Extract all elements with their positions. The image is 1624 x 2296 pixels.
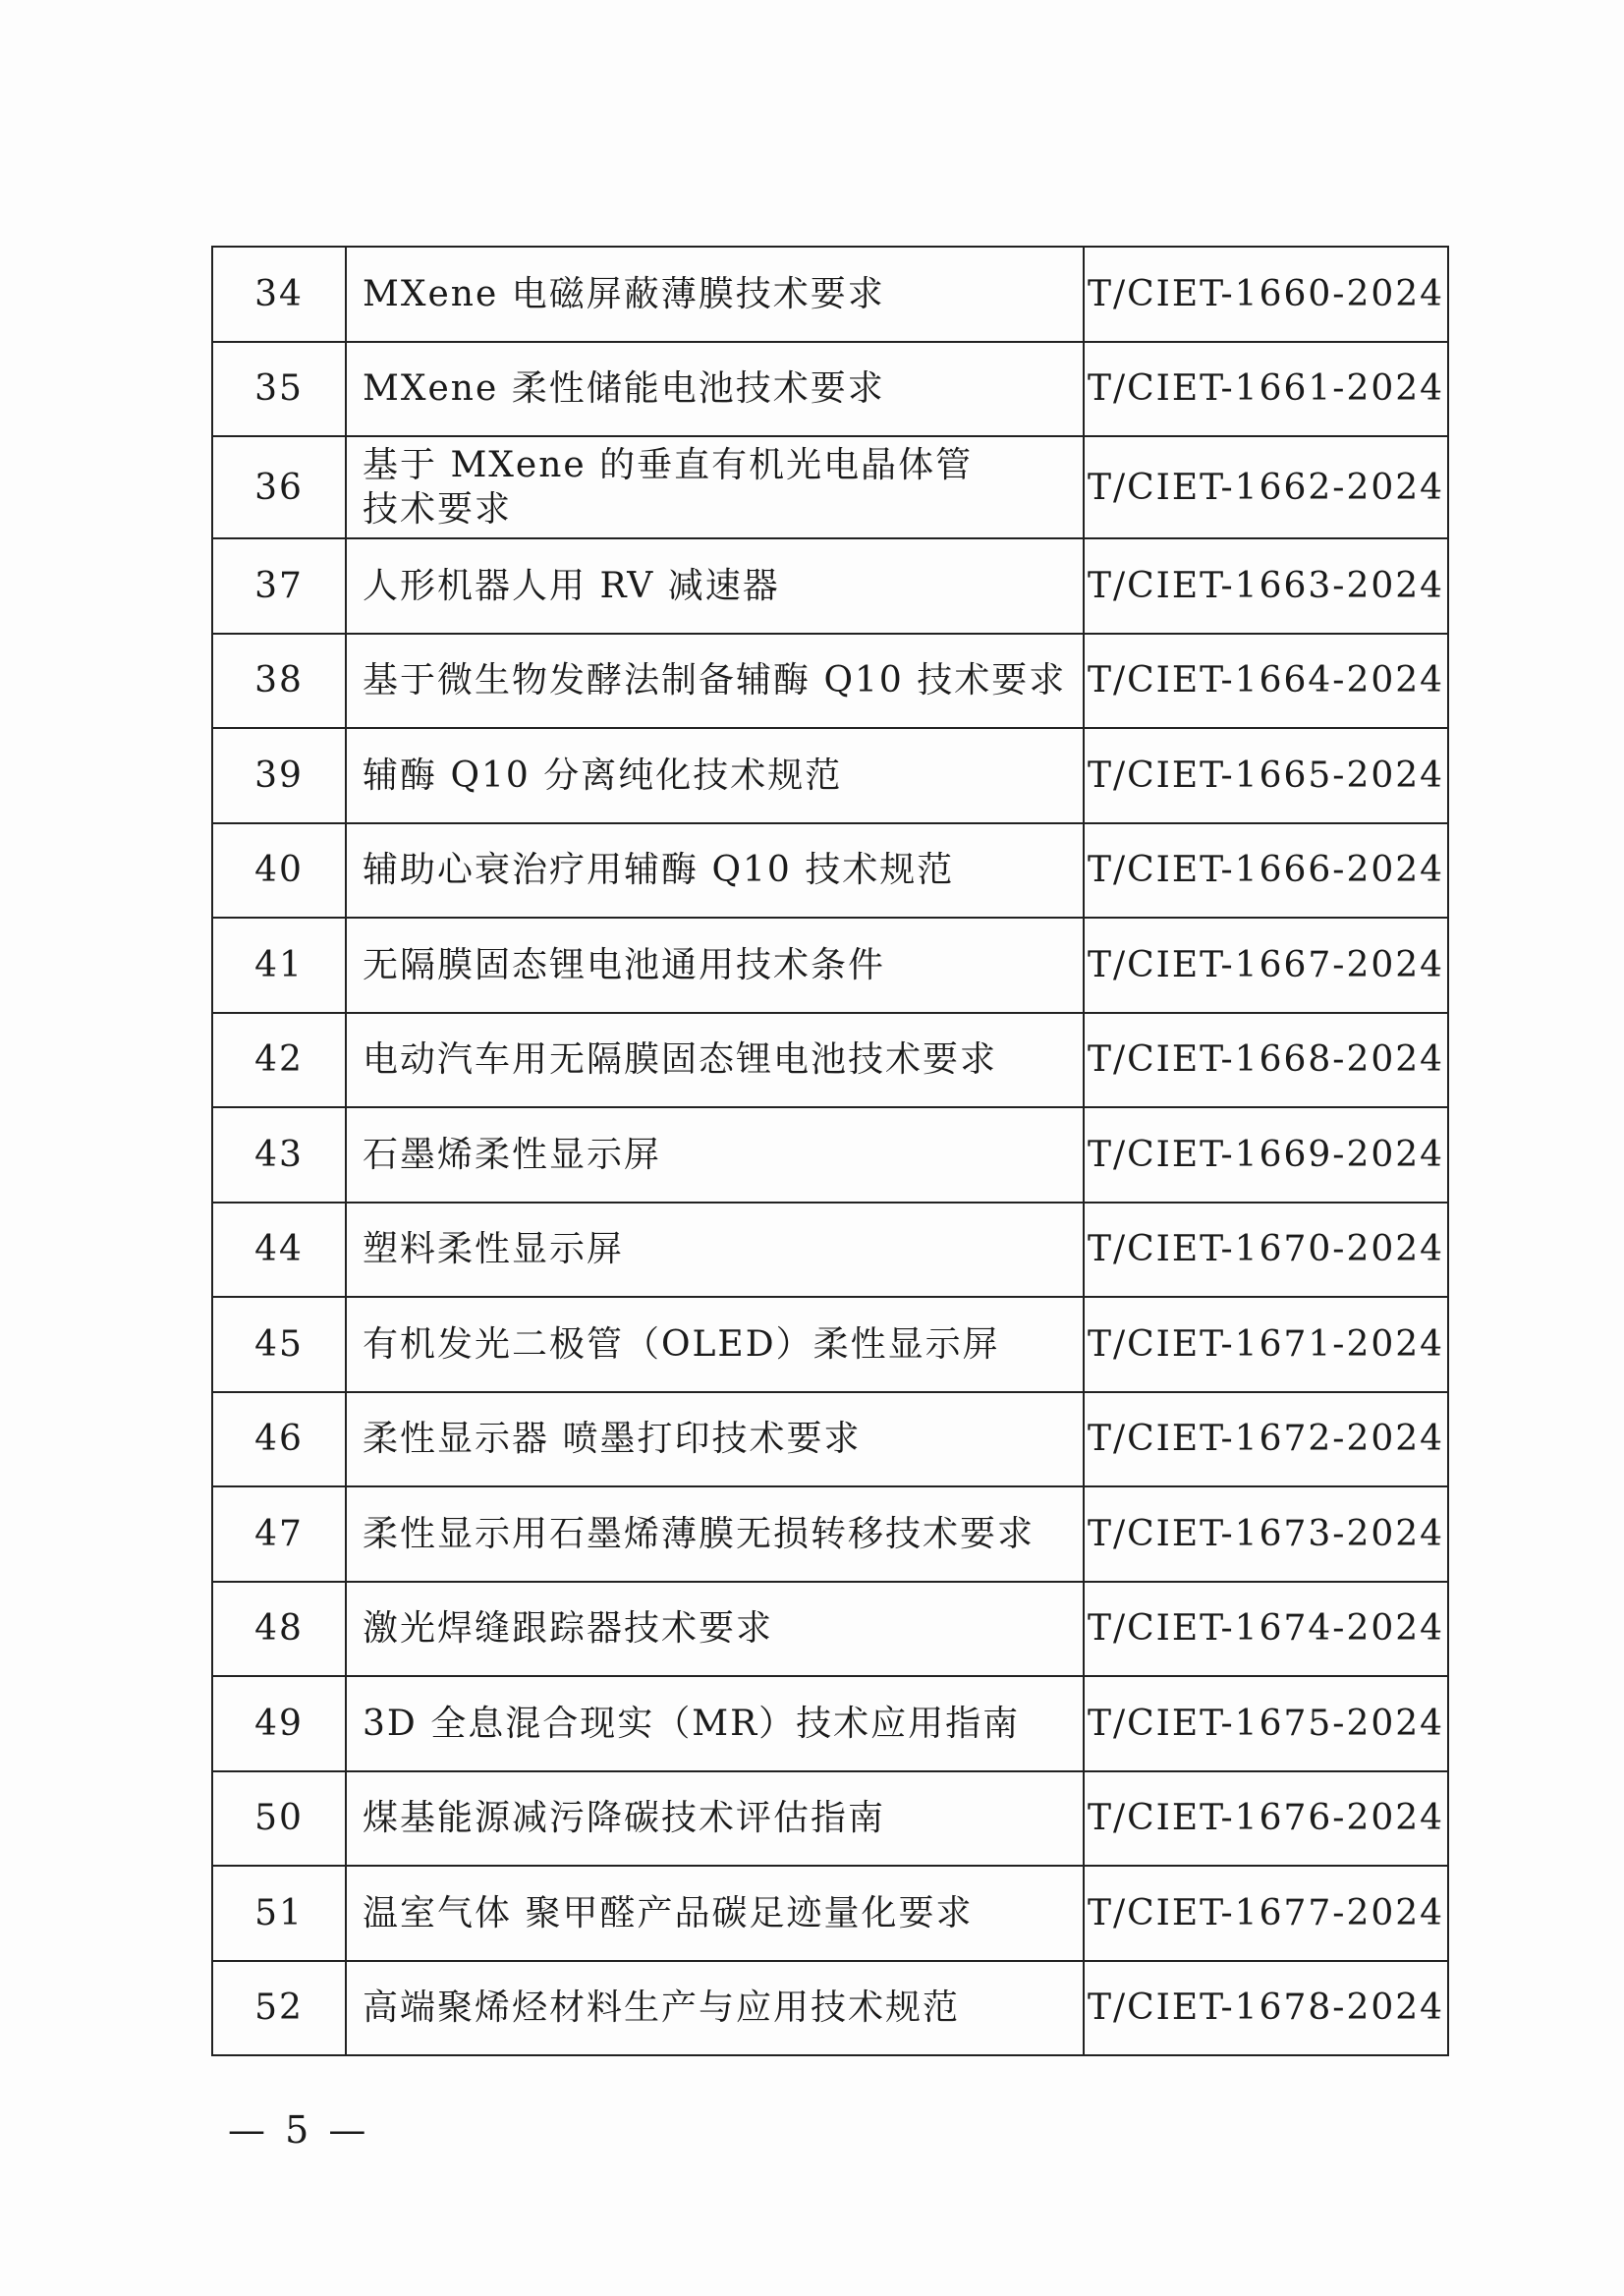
standard-code-cell: T/CIET-1666-2024 (1084, 823, 1448, 919)
table-row (212, 728, 1448, 823)
table-row (212, 1486, 1448, 1582)
row-number-cell: 49 (212, 1676, 346, 1771)
standard-name-cell: 高端聚烯烃材料生产与应用技术规范 (346, 1961, 1084, 2056)
table-row (212, 1676, 1448, 1771)
row-number-cell: 36 (212, 436, 346, 538)
page-number: — 5 — (228, 2108, 370, 2152)
row-number-cell: 46 (212, 1392, 346, 1487)
table-row (212, 1013, 1448, 1108)
standard-name-cell: 柔性显示器 喷墨打印技术要求 (346, 1392, 1084, 1487)
table-row (212, 1771, 1448, 1867)
standard-code-cell: T/CIET-1677-2024 (1084, 1866, 1448, 1961)
standard-name-cell: 塑料柔性显示屏 (346, 1203, 1084, 1298)
row-number-cell: 50 (212, 1771, 346, 1867)
standard-name-cell: 电动汽车用无隔膜固态锂电池技术要求 (346, 1013, 1084, 1108)
row-number-cell: 37 (212, 538, 346, 634)
row-number-cell: 42 (212, 1013, 346, 1108)
table-row (212, 1582, 1448, 1677)
standard-name-cell: 人形机器人用 RV 减速器 (346, 538, 1084, 634)
row-number-cell: 34 (212, 247, 346, 342)
table-row (212, 342, 1448, 437)
standard-code-cell: T/CIET-1676-2024 (1084, 1771, 1448, 1867)
table-row (212, 823, 1448, 919)
standard-name-cell: 煤基能源减污降碳技术评估指南 (346, 1771, 1084, 1867)
standard-name-cell: 激光焊缝跟踪器技术要求 (346, 1582, 1084, 1677)
standard-name-cell: 3D 全息混合现实（MR）技术应用指南 (346, 1676, 1084, 1771)
standard-code-cell: T/CIET-1670-2024 (1084, 1203, 1448, 1298)
table-row (212, 1107, 1448, 1203)
table-row (212, 918, 1448, 1013)
standard-name-cell: 有机发光二极管（OLED）柔性显示屏 (346, 1297, 1084, 1392)
table-row (212, 247, 1448, 342)
standard-code-cell: T/CIET-1674-2024 (1084, 1582, 1448, 1677)
standard-name-cell: 基于 MXene 的垂直有机光电晶体管 技术要求 (346, 436, 1084, 538)
standard-name-cell: 基于微生物发酵法制备辅酶 Q10 技术要求 (346, 634, 1084, 729)
row-number-cell: 44 (212, 1203, 346, 1298)
standard-code-cell: T/CIET-1669-2024 (1084, 1107, 1448, 1203)
standard-code-cell: T/CIET-1664-2024 (1084, 634, 1448, 729)
row-number-cell: 51 (212, 1866, 346, 1961)
table-row (212, 1866, 1448, 1961)
standard-name-cell: 温室气体 聚甲醛产品碳足迹量化要求 (346, 1866, 1084, 1961)
row-number-cell: 40 (212, 823, 346, 919)
standard-code-cell: T/CIET-1668-2024 (1084, 1013, 1448, 1108)
standard-name-cell: 辅酶 Q10 分离纯化技术规范 (346, 728, 1084, 823)
row-number-cell: 52 (212, 1961, 346, 2056)
standard-code-cell: T/CIET-1665-2024 (1084, 728, 1448, 823)
standard-name-cell: 无隔膜固态锂电池通用技术条件 (346, 918, 1084, 1013)
standard-code-cell: T/CIET-1660-2024 (1084, 247, 1448, 342)
standard-code-cell: T/CIET-1667-2024 (1084, 918, 1448, 1013)
standard-code-cell: T/CIET-1672-2024 (1084, 1392, 1448, 1487)
table-row (212, 538, 1448, 634)
standard-code-cell: T/CIET-1678-2024 (1084, 1961, 1448, 2056)
row-number-cell: 35 (212, 342, 346, 437)
table-row (212, 1297, 1448, 1392)
standard-name-cell: 柔性显示用石墨烯薄膜无损转移技术要求 (346, 1486, 1084, 1582)
row-number-cell: 39 (212, 728, 346, 823)
row-number-cell: 45 (212, 1297, 346, 1392)
standards-table (211, 246, 1449, 2056)
standard-code-cell: T/CIET-1675-2024 (1084, 1676, 1448, 1771)
row-number-cell: 48 (212, 1582, 346, 1677)
standard-code-cell: T/CIET-1673-2024 (1084, 1486, 1448, 1582)
row-number-cell: 47 (212, 1486, 346, 1582)
standard-name-cell: 辅助心衰治疗用辅酶 Q10 技术规范 (346, 823, 1084, 919)
table-row (212, 436, 1448, 538)
standard-code-cell: T/CIET-1661-2024 (1084, 342, 1448, 437)
row-number-cell: 38 (212, 634, 346, 729)
standard-name-cell: MXene 柔性储能电池技术要求 (346, 342, 1084, 437)
table-row (212, 1392, 1448, 1487)
standards-table-body (212, 247, 1448, 2055)
standard-code-cell: T/CIET-1662-2024 (1084, 436, 1448, 538)
table-row (212, 634, 1448, 729)
row-number-cell: 41 (212, 918, 346, 1013)
row-number-cell: 43 (212, 1107, 346, 1203)
standard-name-cell: 石墨烯柔性显示屏 (346, 1107, 1084, 1203)
standard-code-cell: T/CIET-1671-2024 (1084, 1297, 1448, 1392)
standard-code-cell: T/CIET-1663-2024 (1084, 538, 1448, 634)
table-row (212, 1961, 1448, 2056)
standard-name-cell: MXene 电磁屏蔽薄膜技术要求 (346, 247, 1084, 342)
table-row (212, 1203, 1448, 1298)
